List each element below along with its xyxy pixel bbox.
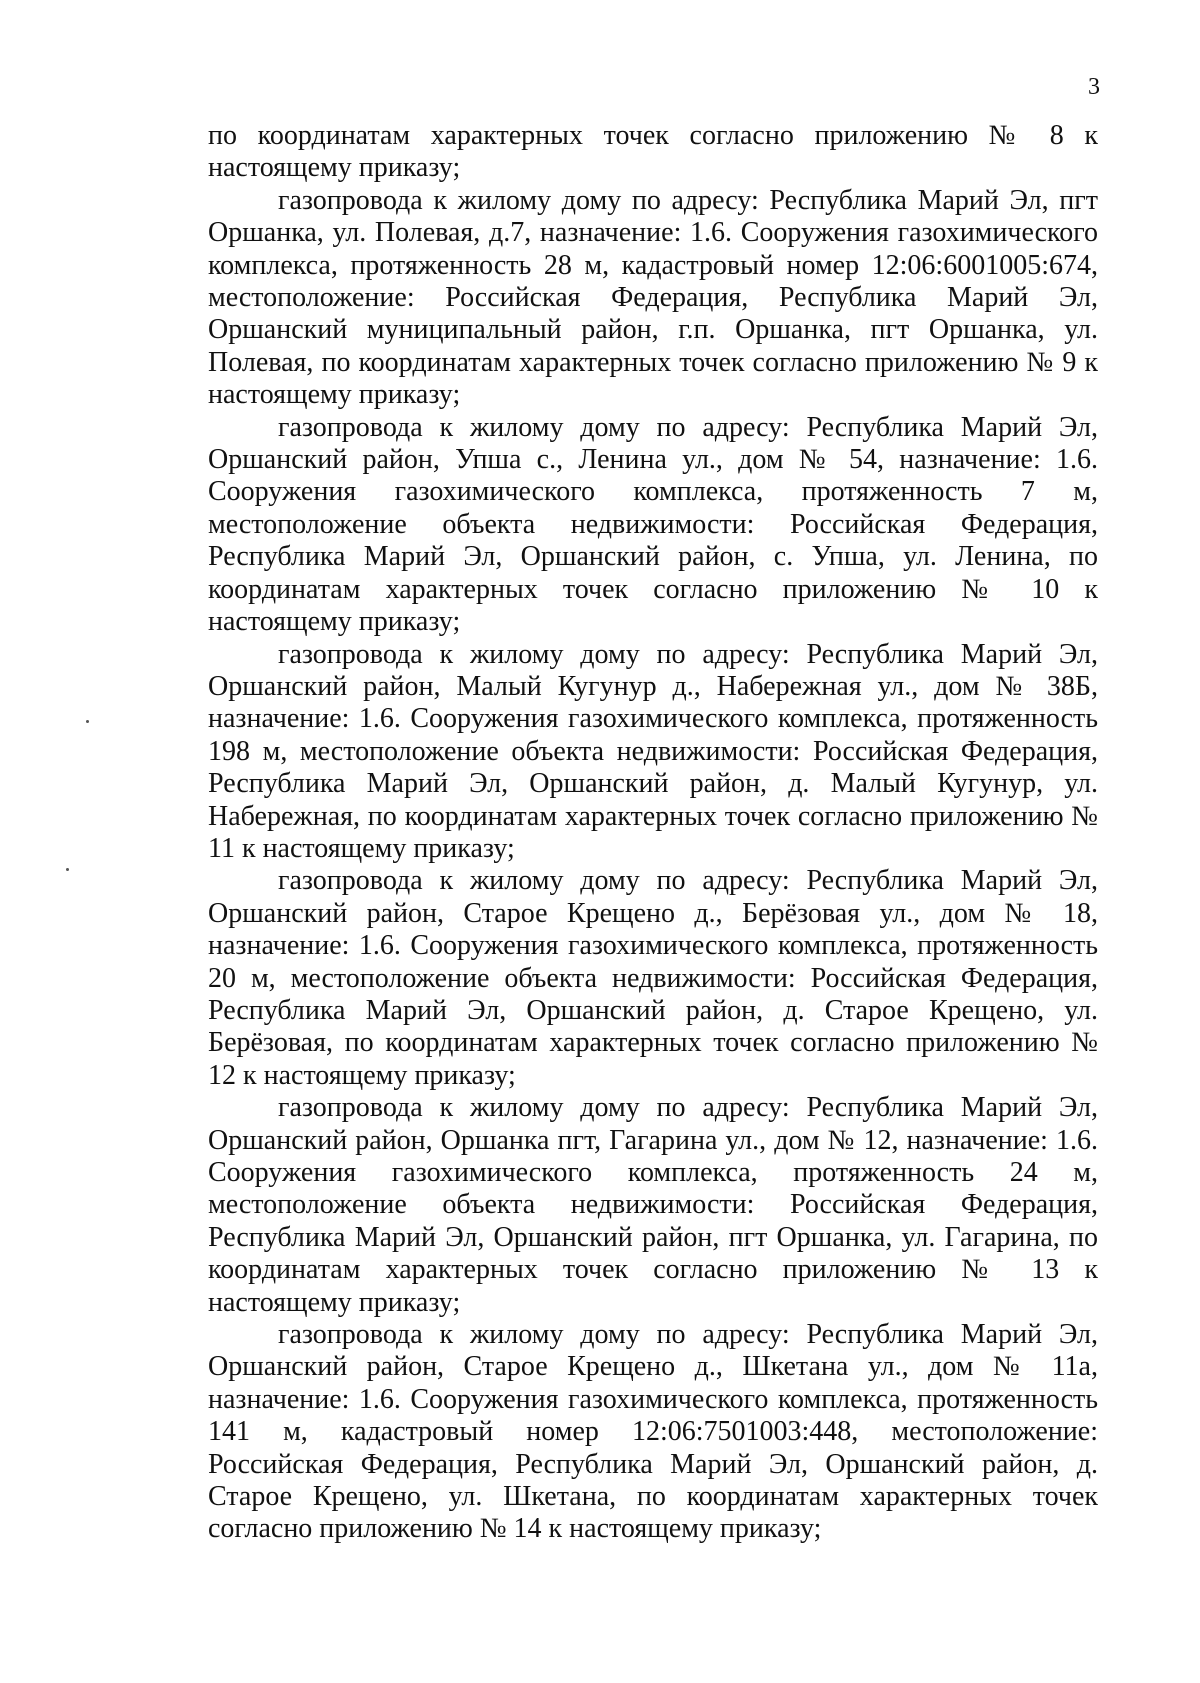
scan-speck	[66, 868, 69, 871]
paragraph-3: газопровода к жилому дому по адресу: Республика Марий Эл, Оршанский район, Упша с., Ленина ул., дом № 54, назначение: 1.6. Сооружения газохимического комплекса, протяженность 7 м, местоположение объекта недвижимости: Российская Федерация, Республика Марий Эл, Оршанский район, с. Упша, ул. Ленина, по координатам характерных точек согласно приложению № 10 к настоящему приказу;	[208, 411, 1098, 638]
paragraph-6: газопровода к жилому дому по адресу: Республика Марий Эл, Оршанский район, Оршанка пгт, Гагарина ул., дом № 12, назначение: 1.6. Сооружения газохимического комплекса, протяженность 24 м, местоположение объекта недвижимости: Российская Федерация, Республика Марий Эл, Оршанский район, пгт Оршанка, ул. Гагарина, по координатам характерных точек согласно приложению № 13 к настоящему приказу;	[208, 1092, 1098, 1318]
paragraph-7: газопровода к жилому дому по адресу: Республика Марий Эл, Оршанский район, Старое Крещено д., Шкетана ул., дом № 11а, назначение: 1.6. Сооружения газохимического комплекса, протяженность 141 м, кадастровый номер 12:06:7501003:448, местоположение: Российская Федерация, Республика Марий Эл, Оршанский район, д. Старое Крещено, ул. Шкетана, по координатам характерных точек согласно приложению № 14 к настоящему приказу;	[208, 1319, 1098, 1545]
paragraph-2: газопровода к жилому дому по адресу: Республика Марий Эл, пгт Оршанка, ул. Полевая, д.7, назначение: 1.6. Сооружения газохимического комплекса, протяженность 28 м, кадастровый номер 12:06:6001005:674, местоположение: Российская Федерация, Республика Марий Эл, Оршанский муниципальный район, г.п. Оршанка, пгт Оршанка, ул. Полевая, по координатам характерных точек согласно приложению № 9 к настоящему приказу;	[208, 184, 1098, 411]
paragraph-5: газопровода к жилому дому по адресу: Республика Марий Эл, Оршанский район, Старое Крещено д., Берёзовая ул., дом № 18, назначение: 1.6. Сооружения газохимического комплекса, протяженность 20 м, местоположение объекта недвижимости: Российская Федерация, Республика Марий Эл, Оршанский район, д. Старое Крещено, ул. Берёзовая, по координатам характерных точек согласно приложению № 12 к настоящему приказу;	[208, 865, 1098, 1091]
page-number: 3	[1088, 74, 1100, 100]
paragraph-4: газопровода к жилому дому по адресу: Республика Марий Эл, Оршанский район, Малый Кугунур д., Набережная ул., дом № 38Б, назначение: 1.6. Сооружения газохимического комплекса, протяженность 198 м, местоположение объекта недвижимости: Российская Федерация, Республика Марий Эл, Оршанский район, д. Малый Кугунур, ул. Набережная, по координатам характерных точек согласно приложению № 11 к настоящему приказу;	[208, 638, 1098, 864]
paragraph-1: по координатам характерных точек согласно приложению № 8 к настоящему приказу;	[208, 120, 1098, 184]
document-body	[208, 120, 1098, 1546]
scan-speck	[86, 720, 89, 723]
